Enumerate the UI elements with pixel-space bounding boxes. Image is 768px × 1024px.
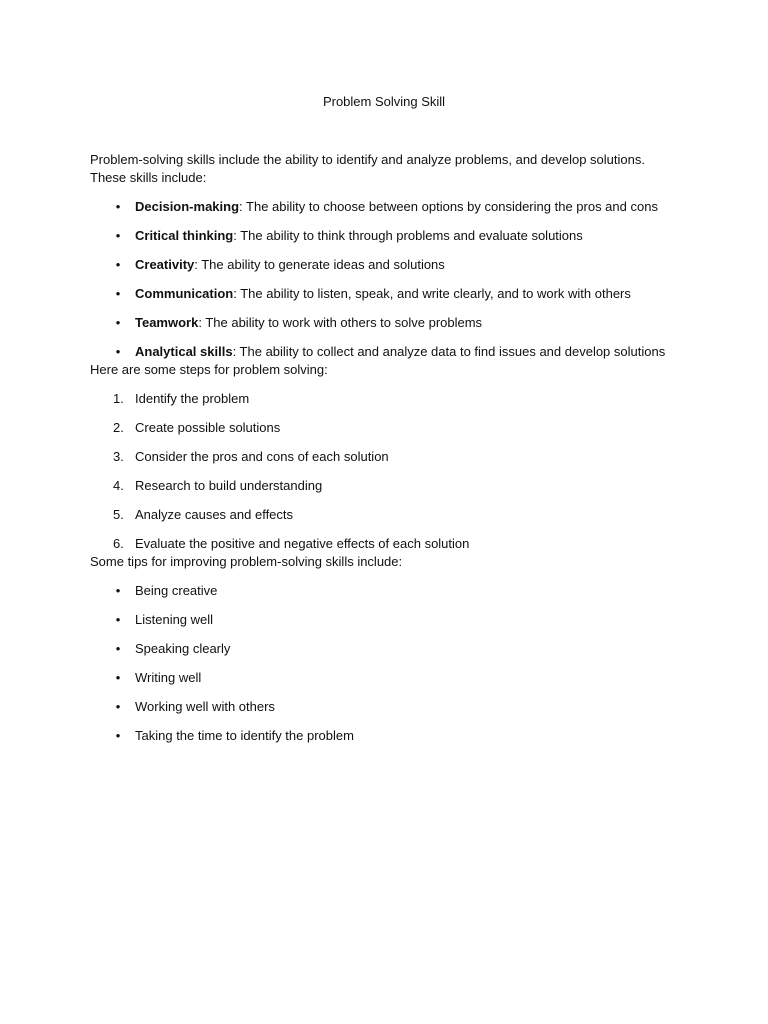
list-item (90, 285, 680, 314)
step-text: Evaluate the positive and negative effects of each solution (135, 536, 470, 551)
bullet-marker: • (115, 583, 121, 598)
page-title: Problem Solving Skill (322, 94, 446, 109)
step-number: 1. (113, 391, 124, 406)
bullet-marker: • (115, 286, 121, 301)
list-item (90, 477, 680, 506)
list-item (90, 535, 680, 564)
tip-text: Speaking clearly (135, 641, 231, 656)
skill-term: Creativity (135, 257, 195, 272)
bullet-marker: • (115, 728, 121, 743)
list-item (90, 343, 680, 372)
skill-description: : The ability to generate ideas and solutions (194, 257, 445, 272)
list-item (90, 698, 680, 727)
list-item (90, 198, 680, 227)
bullet-marker: • (115, 315, 121, 330)
document-body (90, 151, 680, 756)
tips-list (90, 582, 680, 756)
list-item (90, 314, 680, 343)
list-item (90, 227, 680, 256)
intro-paragraph: Problem-solving skills include the ability to identify and analyze problems, and develop solutions. These skills include: (90, 152, 645, 185)
tip-text: Taking the time to identify the problem (135, 728, 354, 743)
steps-list (90, 390, 680, 564)
skill-description: : The ability to choose between options by considering the pros and cons (239, 199, 658, 214)
bullet-marker: • (115, 257, 121, 272)
bullet-marker: • (115, 199, 121, 214)
tip-text: Listening well (135, 612, 214, 627)
skill-term: Communication (135, 286, 234, 301)
tip-text: Writing well (135, 670, 202, 685)
step-number: 2. (113, 420, 124, 435)
list-item (90, 390, 680, 419)
step-text: Identify the problem (135, 391, 250, 406)
list-item (90, 611, 680, 640)
bullet-marker: • (115, 699, 121, 714)
skill-term: Analytical skills (135, 344, 233, 359)
list-item (90, 448, 680, 477)
bullet-marker: • (115, 228, 121, 243)
bullet-marker: • (115, 612, 121, 627)
skill-term: Teamwork (135, 315, 199, 330)
bullet-marker: • (115, 344, 121, 359)
bullet-marker: • (115, 670, 121, 685)
list-item (90, 640, 680, 669)
list-item (90, 582, 680, 611)
list-item (90, 727, 680, 756)
step-number: 6. (113, 536, 124, 551)
step-number: 3. (113, 449, 124, 464)
list-item (90, 419, 680, 448)
list-item (90, 506, 680, 535)
step-text: Consider the pros and cons of each solution (135, 449, 389, 464)
skill-description: : The ability to work with others to solve problems (198, 315, 483, 330)
skill-term: Decision-making (135, 199, 240, 214)
step-number: 4. (113, 478, 124, 493)
skill-description: : The ability to listen, speak, and write clearly, and to work with others (233, 286, 631, 301)
bullet-marker: • (115, 641, 121, 656)
list-item (90, 669, 680, 698)
skills-list (90, 198, 680, 372)
skill-description: : The ability to collect and analyze data to find issues and develop solutions (232, 344, 666, 359)
step-text: Research to build understanding (135, 478, 323, 493)
step-text: Analyze causes and effects (135, 507, 294, 522)
tip-text: Working well with others (135, 699, 275, 714)
step-number: 5. (113, 507, 124, 522)
skill-term: Critical thinking (135, 228, 234, 243)
skill-description: : The ability to think through problems and evaluate solutions (233, 228, 583, 243)
tips-intro: Some tips for improving problem-solving skills include: (90, 554, 403, 569)
tip-text: Being creative (135, 583, 218, 598)
list-item (90, 256, 680, 285)
step-text: Create possible solutions (135, 420, 281, 435)
steps-intro: Here are some steps for problem solving: (90, 362, 328, 377)
